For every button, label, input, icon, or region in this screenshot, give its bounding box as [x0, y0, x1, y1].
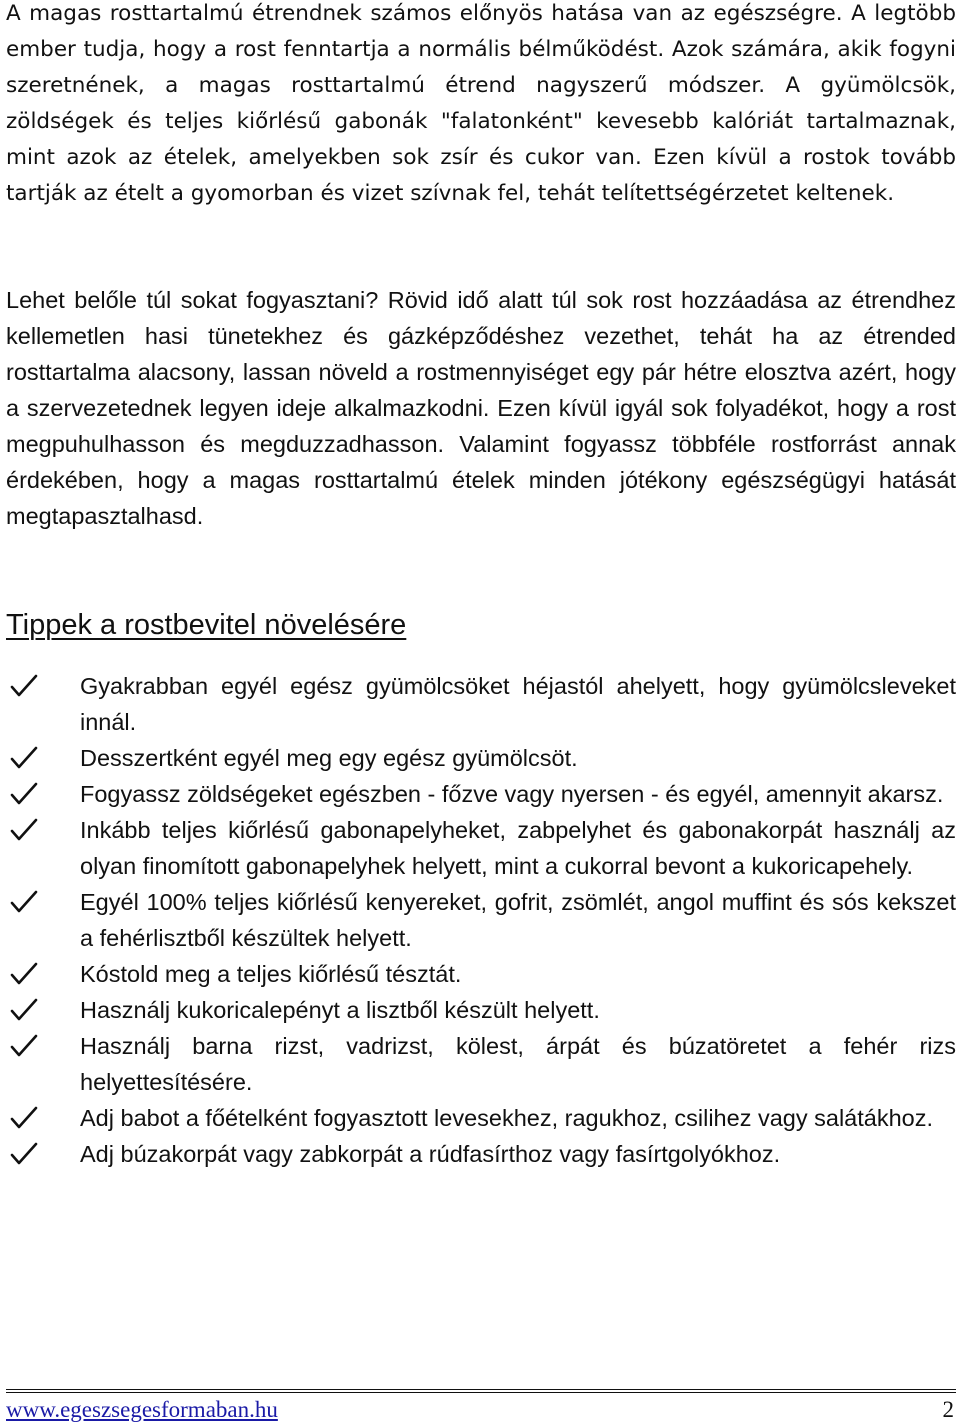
list-item: [6, 668, 956, 740]
list-item: [6, 740, 956, 776]
list-item-text: Egyél 100% teljes kiőrlésű kenyereket, gofrit, zsömlét, angol muffint és sós kekszet a fehérlisztből készültek helyett.: [80, 889, 956, 951]
checkmark-icon: [10, 746, 38, 770]
checkmark-icon: [10, 998, 38, 1022]
checkmark-icon: [10, 818, 38, 842]
list-item-text: Használj kukoricalepényt a lisztből készült helyett.: [80, 997, 600, 1023]
list-item-text: Fogyassz zöldségeket egészben - főzve vagy nyersen - és egyél, amennyit akarsz.: [80, 781, 944, 807]
footer-divider-secondary: [6, 1392, 956, 1393]
list-item: [6, 776, 956, 812]
list-item: [6, 1028, 956, 1100]
section-heading: Tippek a rostbevitel növelésére: [6, 609, 407, 641]
checkmark-icon: [10, 674, 38, 698]
tips-list: [6, 668, 956, 1172]
checkmark-icon: [10, 1142, 38, 1166]
list-item-text: Adj babot a főételként fogyasztott levesekhez, ragukhoz, csilihez vagy salátákhoz.: [80, 1105, 934, 1131]
intro-paragraph: A magas rosttartalmú étrendnek számos előnyös hatása van az egészségre. A legtöbb ember tudja, hogy a rost fenntartja a normális bélműködést. Azok számára, akik fogyni szeretnének, a magas rosttartalmú étrend nagyszerű módszer. A gyümölcsök, zöldségek és teljes kiőrlésű gabonák "falatonként" kevesebb kalóriát tartalmaznak, mint azok az ételek, amelyekben sok zsír és cukor van. Ezen kívül a rostok tovább tartják az ételt a gyomorban és vizet szívnak fel, tehát telítettségérzetet keltenek.: [6, 1, 956, 206]
list-item-text: Adj búzakorpát vagy zabkorpát a rúdfasírthoz vagy fasírtgolyókhoz.: [80, 1141, 781, 1167]
list-item-text: Használj barna rizst, vadrizst, kölest, árpát és búzatöretet a fehér rizs helyettesítésére.: [80, 1033, 956, 1095]
list-item: [6, 884, 956, 956]
list-item: [6, 1136, 956, 1172]
list-item-text: Inkább teljes kiőrlésű gabonapelyheket, zabpelyhet és gabonakorpát használj az olyan finomított gabonapelyhek helyett, mint a cukorral bevont a kukoricapehely.: [80, 817, 956, 879]
footer-website-link[interactable]: www.egeszsegesformaban.hu: [6, 1397, 278, 1422]
checkmark-icon: [10, 962, 38, 986]
list-item-text: Kóstold meg a teljes kiőrlésű tésztát.: [80, 961, 462, 987]
list-item-text: Gyakrabban egyél egész gyümölcsöket héjastól ahelyett, hogy gyümölcsleveket innál.: [80, 673, 956, 735]
fiber-amount-paragraph: Lehet belőle túl sokat fogyasztani? Rövid idő alatt túl sok rost hozzáadása az étrendhez kellemetlen hasi tünetekhez és gázképződéshez vezethet, tehát ha az étrended rosttartalma alacsony, lassan növeld a rostmennyiséget egy pár hétre elosztva azért, hogy a szervezetednek legyen ideje alkalmazkodni. Ezen kívül igyál sok folyadékot, hogy a rost megpuhulhasson és megduzzadhasson. Valamint fogyassz többféle rostforrást annak érdekében, hogy a magas rosttartalmú ételek minden jótékony egészségügyi hatását megtapasztalhasd.: [6, 287, 956, 529]
checkmark-icon: [10, 1106, 38, 1130]
list-item: [6, 956, 956, 992]
list-item: [6, 992, 956, 1028]
checkmark-icon: [10, 782, 38, 806]
list-item: [6, 1100, 956, 1136]
list-item-text: Desszertként egyél meg egy egész gyümölcsöt.: [80, 745, 578, 771]
checkmark-icon: [10, 890, 38, 914]
footer-divider: [6, 1389, 956, 1390]
checkmark-icon: [10, 1034, 38, 1058]
list-item: [6, 812, 956, 884]
page-number: 2: [942, 1397, 954, 1422]
